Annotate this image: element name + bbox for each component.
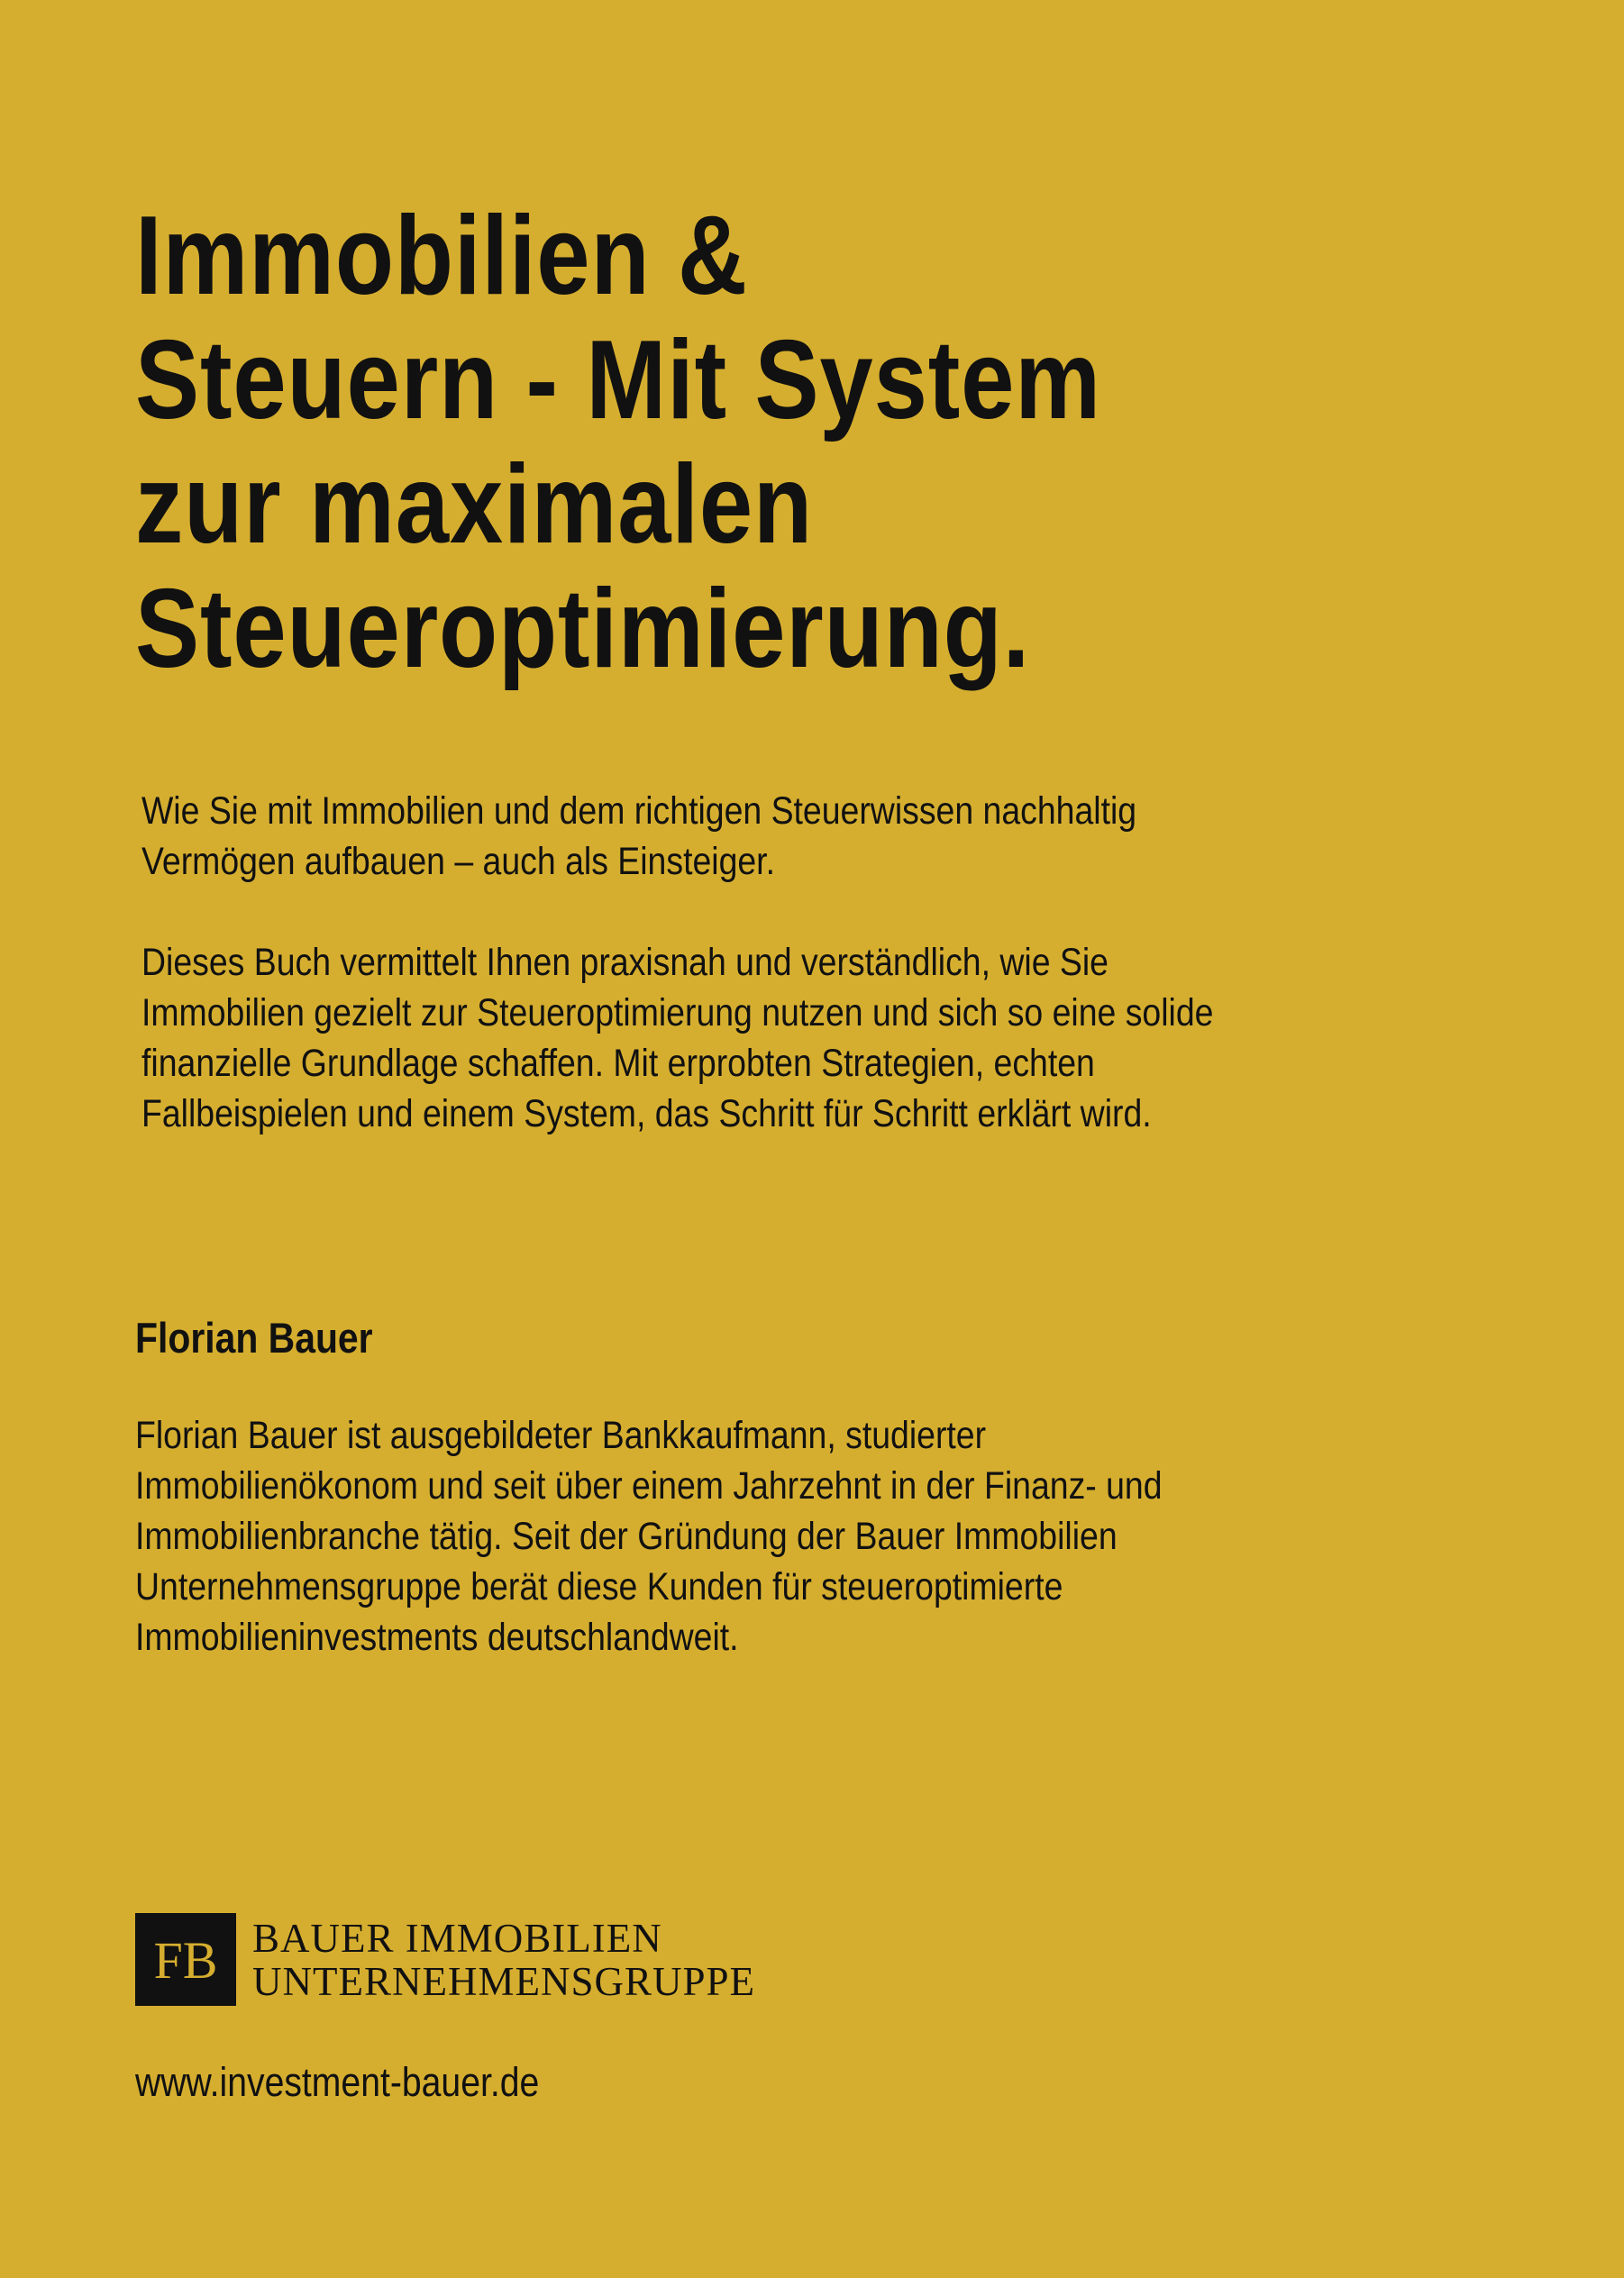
bio-line: Immobilienökonom und seit über einem Jahrzehnt in der Finanz- und [135,1464,1163,1508]
author-name: Florian Bauer [135,1314,373,1362]
company-name [252,1917,755,2003]
description-line: finanzielle Grundlage schaffen. Mit erprobten Strategien, echten [141,1042,1095,1085]
bio-line: Immobilienbranche tätig. Seit der Gründung der Bauer Immobilien [135,1515,1118,1558]
monogram-letters: FB [153,1931,218,1990]
title-line: Steueroptimierung. [135,567,1031,691]
author-bio [135,1410,1163,1663]
company-name-line: UNTERNEHMENSGRUPPE [252,1958,756,2004]
company-logo [135,1913,755,2006]
subtitle-line: Wie Sie mit Immobilien und dem richtigen Steuerwissen nachhaltig [141,789,1137,833]
subtitle-line: Vermögen aufbauen – auch als Einsteiger. [141,840,775,883]
book-title [135,194,1101,691]
fb-monogram-svg [135,1913,236,2006]
company-name-line: BAUER IMMOBILIEN [252,1915,662,1961]
description-line: Dieses Buch vermittelt Ihnen praxisnah und verständlich, wie Sie [141,941,1109,984]
title-line: Immobilien & [135,194,748,318]
bio-line: Florian Bauer ist ausgebildeter Bankkaufmann, studierter [135,1414,987,1457]
bio-line: Immobilieninvestments deutschlandweit. [135,1616,739,1659]
bio-line: Unternehmensgruppe berät diese Kunden für steueroptimierte [135,1565,1063,1608]
description-line: Immobilien gezielt zur Steueroptimierung nutzen und sich so eine solide [141,991,1214,1034]
title-line: Steuern - Mit System [135,318,1101,442]
website-url: www.investment-bauer.de [135,2059,540,2105]
fb-monogram-icon [135,1913,236,2006]
title-line: zur maximalen [135,442,814,567]
book-subtitle [141,786,1136,887]
book-description [141,937,1213,1139]
description-line: Fallbeispielen und einem System, das Schritt für Schritt erklärt wird. [141,1092,1152,1135]
